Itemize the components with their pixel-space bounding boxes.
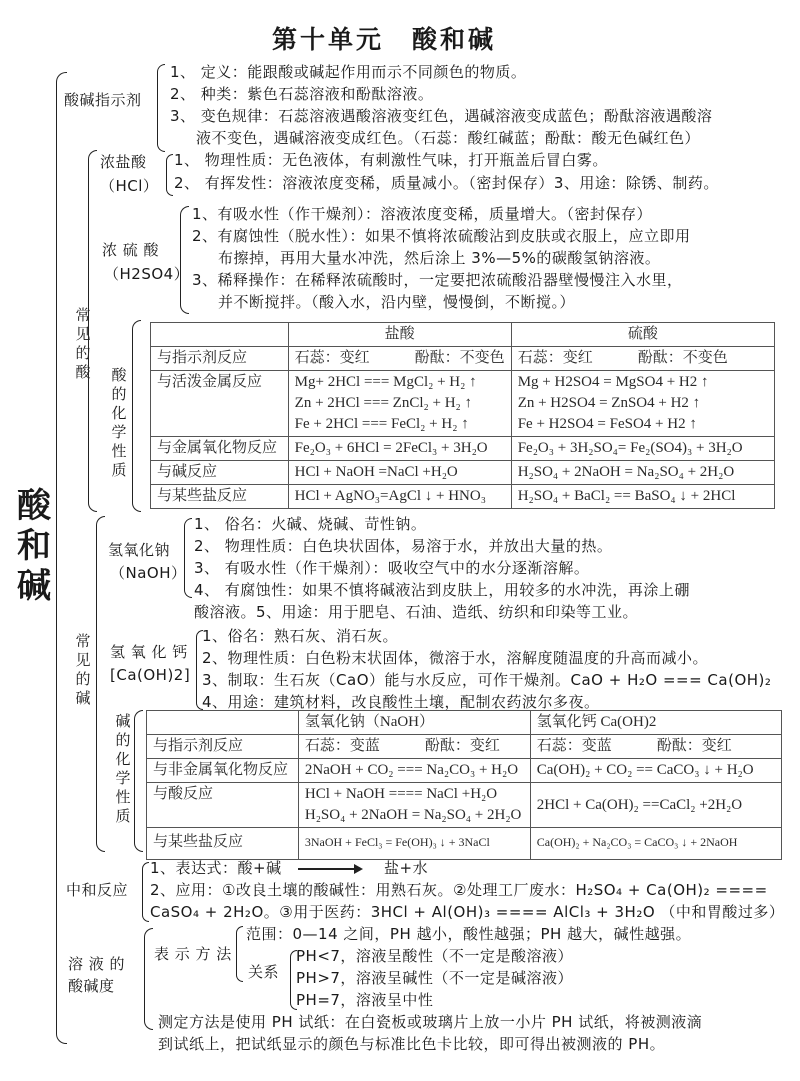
hcl-formula: （HCl） [100, 177, 159, 195]
equation: Zn + 2HCl === ZnCl₂ + H₂ ↑ [294, 395, 473, 411]
row-label: 与非金属氧化物反应 [147, 759, 299, 783]
base-chem-brace [134, 710, 143, 852]
equation: H₂SO₄ + 2NaOH = Na₂SO₄ + 2H₂O [304, 807, 522, 823]
hcl-cell: HCl + AgNO₃=AgCl ↓ + HNO₃ [288, 485, 511, 509]
root-label: 酸和碱 [17, 486, 51, 606]
ph-relation-label: 关系 [248, 963, 280, 981]
h2so4-cell: H₂SO₄ + 2NaOH = Na₂SO₄ + 2H₂O [511, 461, 774, 485]
arrow-right-icon [354, 864, 363, 874]
table-header-row [151, 323, 775, 347]
ph-measure-line-1: 测定方法是使用 PH 试纸：在白瓷板或玻璃片上放一小片 PH 试纸，将被测液滴 [158, 1013, 703, 1031]
naoh-line-4: 4、 有腐蚀性：如果不慎将碱液沾到皮肤上，用较多的水冲洗，再涂上硼 [194, 581, 690, 599]
ph-method-brace [236, 926, 243, 982]
ph-brace [144, 928, 153, 1030]
ph-label-2: 酸碱度 [68, 977, 115, 995]
acid-chem-label: 酸的化学性质 [111, 366, 127, 479]
equation: Fe + H2SO4 = FeSO4 + H2 ↑ [517, 416, 697, 432]
caoh2-line-2: 2、物理性质：白色粉末状固体，微溶于水，溶解度随温度的升高而减小。 [202, 649, 709, 667]
common-acids-label: 常见的酸 [75, 306, 91, 381]
ph-range: 范围：0—14 之间，PH 越小，酸性越强；PH 越大，碱性越强。 [246, 925, 692, 943]
h2so4-brace [180, 206, 189, 314]
row-label: 与金属氧化物反应 [151, 437, 289, 461]
table-row [151, 461, 775, 485]
equation: Mg + H2SO4 = MgSO4 + H2 ↑ [517, 374, 709, 390]
table-row [147, 828, 782, 860]
acid-chem-brace [132, 320, 141, 512]
header-empty [151, 323, 289, 347]
indicator-line-2: 2、 种类：紫色石蕊溶液和酚酞溶液。 [170, 85, 434, 103]
table-row [147, 759, 782, 783]
row-label: 与活泼金属反应 [151, 371, 289, 437]
indicator-label: 酸碱指示剂 [64, 91, 142, 109]
caoh2-label: 氢 氧 化 钙 [110, 643, 188, 661]
caoh2-formula: [Ca(OH)2] [110, 666, 191, 684]
ph-label-1: 溶 液 的 [68, 955, 126, 973]
naoh-formula: （NaOH） [110, 564, 187, 582]
row-label: 与某些盐反应 [151, 485, 289, 509]
caoh2-line-3: 3、制取：生石灰（CaO）能与水反应，可作干燥剂。CaO + H₂O === Ca(OH)₂ [202, 671, 772, 689]
indicator-brace [157, 64, 165, 152]
table-header-row [147, 711, 782, 735]
ph-relation-3: PH=7，溶液呈中性 [296, 991, 434, 1009]
h2so4-cell: 石蕊：变红 酚酞：不变色 [511, 347, 774, 371]
equation: Zn + H2SO4 = ZnSO4 + H2 ↑ [517, 395, 701, 411]
table-row [151, 485, 775, 509]
h2so4-line-5: 并不断搅拌。（酸入水，沿内壁，慢慢倒，不断搅。） [218, 293, 576, 311]
arrow-line [298, 868, 356, 870]
header-caoh2: 氢氧化钙 Ca(OH)2 [530, 711, 781, 735]
hcl-cell: 石蕊：变红 酚酞：不变色 [288, 347, 511, 371]
naoh-brace [184, 518, 192, 598]
base-properties-table [146, 710, 782, 860]
h2so4-label: 浓 硫 酸 [102, 241, 160, 259]
h2so4-cell: H₂SO₄ + BaCl₂ == BaSO₄ ↓ + 2HCl [511, 485, 774, 509]
table-row [147, 783, 782, 828]
hcl-label: 浓盐酸 [100, 153, 147, 171]
h2so4-line-2: 2、有腐蚀性（脱水性）：如果不慎将浓硫酸沾到皮肤或衣服上，应立即用 [192, 227, 691, 245]
ph-relation-2: PH>7，溶液呈碱性（不一定是碱溶液） [296, 969, 573, 987]
h2so4-cell [511, 371, 774, 437]
hcl-cell [288, 371, 511, 437]
caoh2-cell: Ca(OH)₂ + Na₂CO₃ = CaCO₃ ↓ + 2NaOH [530, 828, 781, 860]
neutralization-line-2: 2、应用：①改良土壤的酸碱性：用熟石灰。②处理工厂废水：H₂SO₄ + Ca(OH)₂ ==== [150, 881, 768, 899]
table-row [147, 735, 782, 759]
naoh-cell: 2NaOH + CO₂ === Na₂CO₃ + H₂O [298, 759, 530, 783]
neutralization-label: 中和反应 [66, 881, 129, 899]
row-label: 与碱反应 [151, 461, 289, 485]
caoh2-cell: 石蕊：变蓝 酚酞：变红 [530, 735, 781, 759]
hcl-line-2: 2、 有挥发性：溶液浓度变稀，质量减小。（密封保存）3、用途：除锈、制药。 [174, 174, 719, 192]
neutralization-product: 盐+水 [384, 859, 429, 877]
page-title: 第十单元 酸和碱 [272, 25, 497, 54]
ph-measure-line-2: 到试纸上，把试纸显示的颜色与标准比色卡比较，即可得出被测液的 PH。 [158, 1035, 666, 1053]
ph-method-label: 表 示 方 法 [154, 945, 232, 963]
caoh2-cell: 2HCl + Ca(OH)₂ ==CaCl₂ +2H₂O [530, 783, 781, 828]
naoh-line-2: 2、 物理性质：白色块状固体，易溶于水，并放出大量的热。 [194, 537, 613, 555]
table-row [151, 347, 775, 371]
naoh-line-5: 酸溶液。5、用途：用于肥皂、石油、造纸、纺织和印染等工业。 [194, 603, 639, 621]
caoh2-line-1: 1、俗名：熟石灰、消石灰。 [202, 627, 399, 645]
equation: Mg+ 2HCl === MgCl₂ + H₂ ↑ [294, 374, 477, 390]
common-bases-brace [96, 516, 105, 852]
indicator-line-4: 液不变色，遇碱溶液变成红色。（石蕊：酸红碱蓝；酚酞：酸无色碱红色） [196, 129, 701, 147]
row-label: 与指示剂反应 [147, 735, 299, 759]
table-row [151, 437, 775, 461]
h2so4-line-3: 布擦掉，再用大量水冲洗，然后涂上 3%—5%的碳酸氢钠溶液。 [218, 249, 661, 267]
hcl-line-1: 1、 物理性质：无色液体，有刺激性气味，打开瓶盖后冒白雾。 [174, 151, 608, 169]
h2so4-line-1: 1、有吸水性（作干燥剂）：溶液浓度变稀，质量增大。（密封保存） [192, 205, 653, 223]
common-acids-brace [88, 150, 97, 512]
indicator-line-1: 1、 定义：能跟酸或碱起作用而示不同颜色的物质。 [170, 63, 527, 81]
h2so4-cell: Fe₂O₃ + 3H₂SO₄= Fe₂(SO4)₃ + 3H₂O [511, 437, 774, 461]
header-hcl: 盐酸 [288, 323, 511, 347]
caoh2-line-4: 4、用途：建筑材料，改良酸性土壤，配制农药波尔多夜。 [202, 693, 600, 711]
h2so4-line-4: 3、稀释操作：在稀释浓硫酸时，一定要把浓硫酸沿器壁慢慢注入水里， [192, 271, 683, 289]
neutralization-line-1: 1、表达式：酸+碱 [150, 859, 282, 877]
row-label: 与某些盐反应 [147, 828, 299, 860]
naoh-line-1: 1、 俗名：火碱、烧碱、苛性钠。 [194, 515, 427, 533]
caoh2-cell: Ca(OH)₂ + CO₂ == CaCO₃ ↓ + H₂O [530, 759, 781, 783]
header-naoh: 氢氧化钠（NaOH） [298, 711, 530, 735]
hcl-cell: HCl + NaOH =NaCl +H₂O [288, 461, 511, 485]
naoh-cell [298, 783, 530, 828]
table-row [151, 371, 775, 437]
naoh-cell: 3NaOH + FeCl₃ = Fe(OH)₃ ↓ + 3NaCl [298, 828, 530, 860]
hcl-cell: Fe₂O₃ + 6HCl = 2FeCl₃ + 3H₂O [288, 437, 511, 461]
hcl-brace [166, 154, 173, 196]
row-label: 与指示剂反应 [151, 347, 289, 371]
h2so4-formula: （H2SO4） [104, 265, 190, 283]
row-label: 与酸反应 [147, 783, 299, 828]
header-h2so4: 硫酸 [511, 323, 774, 347]
neutralization-line-3: CaSO₄ + 2H₂O。③用于医药：3HCl + Al(OH)₃ ==== AlCl₃ + 3H₂O （中和胃酸过多） [150, 903, 785, 921]
acid-properties-table [150, 322, 775, 509]
common-bases-label: 常见的碱 [75, 632, 91, 707]
base-chem-label: 碱的化学性质 [115, 712, 131, 825]
ph-relation-1: PH<7，溶液呈酸性（不一定是酸溶液） [296, 947, 573, 965]
neutralization-brace [142, 862, 149, 922]
naoh-line-3: 3、 有吸水性（作干燥剂）：吸收空气中的水分逐渐溶解。 [194, 559, 590, 577]
naoh-label: 氢氧化钠 [108, 541, 171, 559]
header-empty [147, 711, 299, 735]
equation: Fe + 2HCl === FeCl₂ + H₂ ↑ [294, 416, 469, 432]
indicator-line-3: 3、 变色规律：石蕊溶液遇酸溶液变红色，遇碱溶液变成蓝色；酚酞溶液遇酸溶 [170, 107, 713, 125]
naoh-cell: 石蕊：变蓝 酚酞：变红 [298, 735, 530, 759]
equation: HCl + NaOH ==== NaCl +H₂O [304, 786, 498, 802]
